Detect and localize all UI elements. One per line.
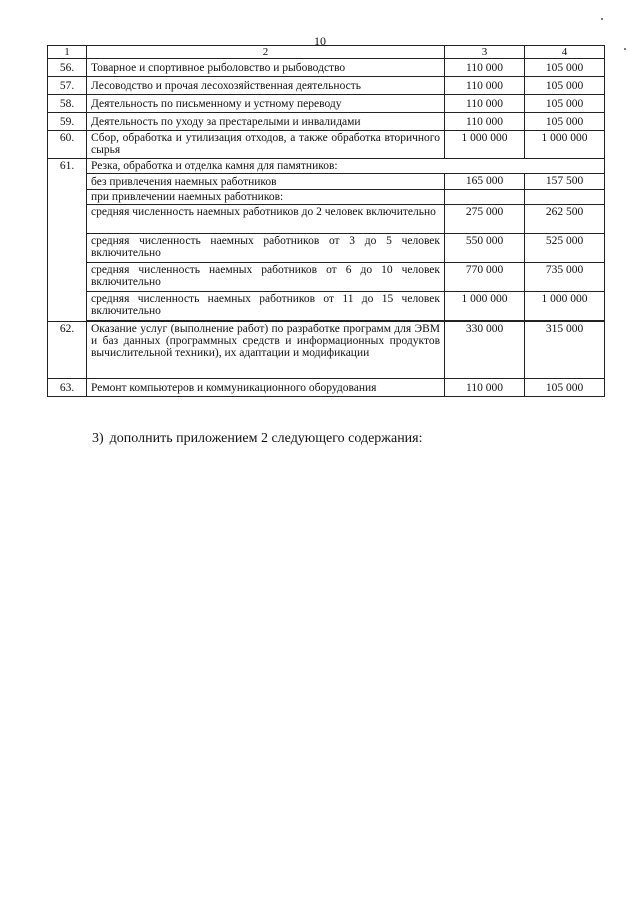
table-subrow xyxy=(48,292,605,321)
row-description: Деятельность по уходу за престарелыми и инвалидами xyxy=(87,113,445,131)
subrow-value-col3: 275 000 xyxy=(445,205,525,234)
row-number: 63. xyxy=(48,379,87,397)
amendment-paragraph xyxy=(92,431,423,447)
row-value-col3: 110 000 xyxy=(445,379,525,397)
row-value-col3: 110 000 xyxy=(445,77,525,95)
row-value-col3: 330 000 xyxy=(445,322,525,379)
subrow-value-col3: 550 000 xyxy=(445,234,525,263)
header-col-2: 2 xyxy=(87,46,445,59)
header-col-4: 4 xyxy=(525,46,605,59)
subrow-value-col4: 525 000 xyxy=(525,234,605,263)
row-value-col4: 105 000 xyxy=(525,77,605,95)
subrow-no-hire-description: без привлечения наемных работников xyxy=(87,174,445,190)
row-description: Сбор, обработка и утилизация отходов, а также обработка вторичного сырья xyxy=(87,131,445,159)
subrow-description: средняя численность наемных работников от 6 до 10 человек включительно xyxy=(87,263,445,292)
row-number: 56. xyxy=(48,59,87,77)
row-description: Товарное и спортивное рыболовство и рыбоводство xyxy=(87,59,445,77)
row-value-col3: 110 000 xyxy=(445,113,525,131)
row-number: 59. xyxy=(48,113,87,131)
row-value-col4: 315 000 xyxy=(525,322,605,379)
row-value-col4: 105 000 xyxy=(525,113,605,131)
subrow-no-hire-col3: 165 000 xyxy=(445,174,525,190)
row-value-col3: 110 000 xyxy=(445,95,525,113)
subrow-value-col4: 262 500 xyxy=(525,205,605,234)
subrow-description: средняя численность наемных работников до 2 человек включительно xyxy=(87,205,445,234)
amendment-number: 3) xyxy=(92,431,104,446)
header-col-3: 3 xyxy=(445,46,525,59)
scan-speck xyxy=(601,18,603,20)
table-row xyxy=(48,113,605,131)
subrow-no-hire-col4: 157 500 xyxy=(525,174,605,190)
rates-table xyxy=(47,45,605,397)
page-number: 10 xyxy=(314,34,326,48)
table-row-61 xyxy=(48,159,605,174)
amendment-text: дополнить приложением 2 следующего содержания: xyxy=(109,431,423,446)
row-value-col3: 1 000 000 xyxy=(445,131,525,159)
row-61-title: Резка, обработка и отделка камня для памятников: xyxy=(87,159,605,174)
table-row xyxy=(48,59,605,77)
table-subrow xyxy=(48,263,605,292)
table-row xyxy=(48,131,605,159)
row-number: 62. xyxy=(48,322,87,379)
row-value-col3: 110 000 xyxy=(445,59,525,77)
table-row xyxy=(48,95,605,113)
subrow-description: средняя численность наемных работников от 11 до 15 человек включительно xyxy=(87,292,445,321)
row-value-col4: 105 000 xyxy=(525,379,605,397)
subrow-description: средняя численность наемных работников от 3 до 5 человек включительно xyxy=(87,234,445,263)
row-value-col4: 1 000 000 xyxy=(525,131,605,159)
scan-speck xyxy=(624,48,626,50)
table-subrow xyxy=(48,234,605,263)
row-number: 58. xyxy=(48,95,87,113)
table-subrow xyxy=(48,205,605,234)
row-value-col4: 105 000 xyxy=(525,59,605,77)
table-subrow xyxy=(48,174,605,190)
table-header-row xyxy=(48,46,605,59)
header-col-1: 1 xyxy=(48,46,87,59)
subrow-empty-col3 xyxy=(445,190,525,205)
subrow-value-col3: 1 000 000 xyxy=(445,292,525,321)
subrow-empty-col4 xyxy=(525,190,605,205)
row-number: 60. xyxy=(48,131,87,159)
table-row-63 xyxy=(48,379,605,397)
subrow-value-col4: 735 000 xyxy=(525,263,605,292)
row-description: Оказание услуг (выполнение работ) по разработке программ для ЭВМ и баз данных (программных средств и информационных продуктов вычислительной техники), их адаптации и модификации xyxy=(87,322,445,379)
subrow-with-hire-label: при привлечении наемных работников: xyxy=(87,190,445,205)
table-row-62 xyxy=(48,322,605,379)
subrow-value-col3: 770 000 xyxy=(445,263,525,292)
row-description: Лесоводство и прочая лесохозяйственная деятельность xyxy=(87,77,445,95)
row-description: Деятельность по письменному и устному переводу xyxy=(87,95,445,113)
row-number: 57. xyxy=(48,77,87,95)
subrow-value-col4: 1 000 000 xyxy=(525,292,605,321)
table-subrow xyxy=(48,190,605,205)
row-value-col4: 105 000 xyxy=(525,95,605,113)
table-row xyxy=(48,77,605,95)
row-number: 61. xyxy=(48,159,87,322)
row-description: Ремонт компьютеров и коммуникационного оборудования xyxy=(87,379,445,397)
